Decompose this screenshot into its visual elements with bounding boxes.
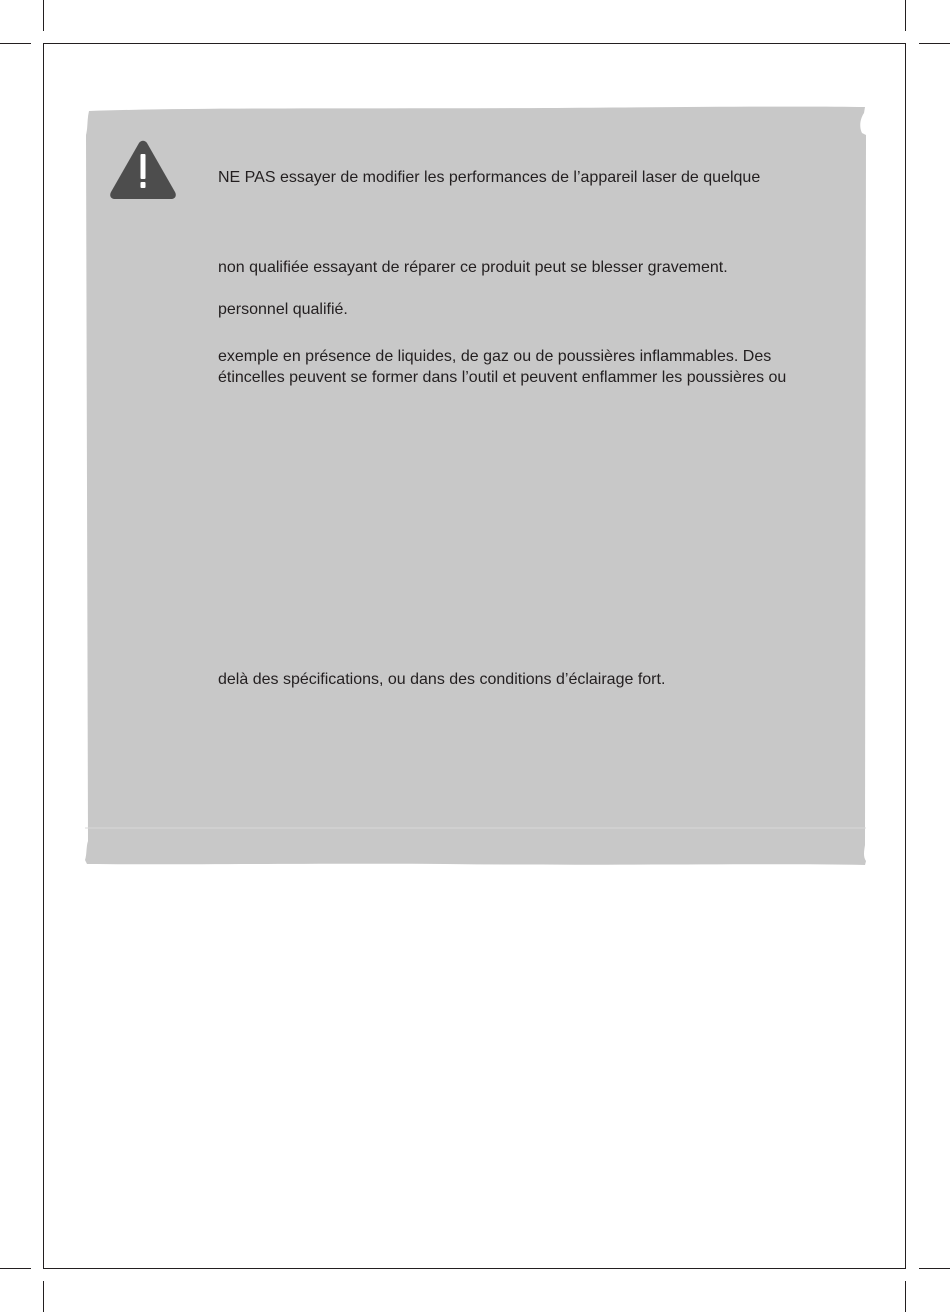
crop-mark-bottom-right	[905, 1281, 906, 1312]
crop-mark-left-top	[0, 43, 31, 44]
crop-mark-right-top	[919, 43, 950, 44]
warning-paragraph-3: personnel qualifié.	[218, 301, 348, 318]
warning-paragraph-5: delà des spécifications, ou dans des conditions d’éclairage fort.	[218, 671, 666, 688]
warning-triangle-icon	[109, 140, 177, 200]
crop-mark-top-left	[43, 0, 44, 31]
warning-paragraph-1: NE PAS essayer de modifier les performances de l’appareil laser de quelque	[218, 169, 761, 186]
warning-paragraph-2: non qualifiée essayant de réparer ce produit peut se blesser gravement.	[218, 259, 728, 276]
warning-panel-background	[85, 105, 866, 866]
warning-panel	[85, 105, 866, 866]
crop-mark-right-bottom	[919, 1268, 950, 1269]
warning-paragraph-4: exemple en présence de liquides, de gaz ou de poussières inflammables. Des étincelles peuvent se former dans l’outil et peuvent enflammer les poussières ou	[218, 348, 787, 386]
crop-mark-bottom-left	[43, 1281, 44, 1312]
crop-mark-left-bottom	[0, 1268, 31, 1269]
crop-mark-top-right	[905, 0, 906, 31]
